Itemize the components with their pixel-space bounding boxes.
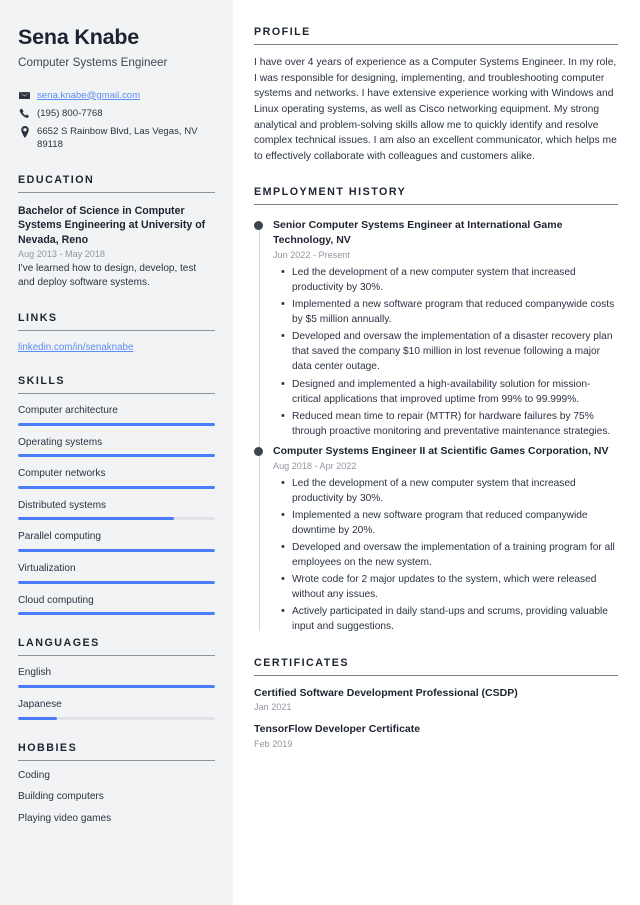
- list-item: • Wrote code for 2 major updates to the system, which were released without any issues.: [292, 572, 618, 602]
- level-bar-track: [18, 612, 215, 615]
- section-divider: [254, 204, 618, 205]
- section-divider: [18, 760, 215, 761]
- employment-bullet-list: [273, 265, 618, 439]
- bar-label: Distributed systems: [18, 499, 107, 511]
- list-item: [18, 699, 215, 720]
- contact-address-text: 6652 S Rainbow Blvd, Las Vegas, NV 89118: [37, 126, 198, 151]
- level-bar-track: [18, 486, 215, 489]
- list-item: • Implemented a new software program that reduced companywide downtime by 20%.: [292, 508, 618, 538]
- list-item: [18, 468, 215, 489]
- education-degree: Bachelor of Science in Computer Systems Engineering at University of Nevada, Reno: [18, 204, 206, 246]
- level-bar-fill: [18, 549, 215, 552]
- list-item: • Developed and oversaw the implementation of a disaster recovery plan that saved the company $10 million in lost revenue following a major data center outage.: [292, 329, 618, 374]
- list-item: Coding: [18, 769, 50, 781]
- list-item: [18, 500, 215, 521]
- linkedin-link[interactable]: linkedin.com/in/senaknabe: [18, 342, 134, 354]
- level-bar-track: [18, 717, 215, 720]
- certificate-name: Certified Software Development Professional (CSDP): [254, 686, 518, 699]
- skills-list: [18, 405, 215, 615]
- level-bar-track: [18, 685, 215, 688]
- certificate-date: Jan 2021: [254, 702, 292, 713]
- employment-date: Aug 2018 - Apr 2022: [273, 460, 357, 471]
- certificates-list: [254, 687, 618, 749]
- section-education: [18, 174, 215, 290]
- bar-label: Japanese: [18, 698, 62, 710]
- bar-label: English: [18, 667, 52, 679]
- contact-email-text: [37, 89, 215, 102]
- employment-heading: Senior Computer Systems Engineer at International Game Technology, NV: [273, 219, 563, 247]
- page-title: Sena Knabe: [18, 25, 140, 49]
- bar-label: Parallel computing: [18, 531, 102, 543]
- section-certificates-title: CERTIFICATES: [254, 656, 349, 669]
- list-item: [18, 531, 215, 552]
- section-profile-title: PROFILE: [254, 26, 311, 38]
- section-profile: [254, 26, 618, 164]
- section-divider: [254, 675, 618, 676]
- section-languages: [18, 637, 215, 719]
- certificate-name: TensorFlow Developer Certificate: [254, 723, 421, 736]
- level-bar-fill: [18, 454, 215, 457]
- section-education-title: EDUCATION: [18, 173, 95, 186]
- bar-label: Cloud computing: [18, 594, 94, 606]
- list-item: • Reduced mean time to repair (MTTR) for hardware failures by 75% through proactive monitoring and preventative maintenance strategies.: [292, 409, 618, 439]
- level-bar-fill: [18, 581, 215, 584]
- list-item: [18, 437, 215, 458]
- phone-icon: [18, 107, 31, 119]
- section-divider: [254, 44, 618, 45]
- main-content: [233, 0, 640, 905]
- employment-heading: Computer Systems Engineer II at Scientific Games Corporation, NV: [273, 444, 609, 457]
- employment-timeline: [254, 218, 618, 634]
- hobbies-list: [18, 770, 215, 826]
- section-divider: [18, 393, 215, 394]
- map-pin-icon: [18, 125, 31, 138]
- contact-phone-text: (195) 800-7768: [37, 107, 103, 119]
- level-bar-track: [18, 423, 215, 426]
- employment-entry: [273, 444, 618, 635]
- level-bar-fill: [18, 486, 215, 489]
- level-bar-fill: [18, 717, 57, 720]
- section-certificates: [254, 657, 618, 749]
- section-skills: [18, 375, 215, 615]
- contact-address: [18, 125, 215, 151]
- bar-label: Computer architecture: [18, 405, 118, 417]
- bar-label: Operating systems: [18, 436, 103, 448]
- email-link[interactable]: sena.knabe@gmail.com: [37, 89, 141, 101]
- contact-phone: [18, 107, 215, 120]
- section-languages-title: LANGUAGES: [18, 637, 100, 650]
- section-hobbies-title: HOBBIES: [18, 741, 78, 754]
- level-bar-track: [18, 581, 215, 584]
- timeline-dot-icon: [254, 221, 263, 230]
- list-item: [18, 595, 215, 616]
- level-bar-fill: [18, 685, 215, 688]
- list-item: • Led the development of a new computer system that increased productivity by 30%.: [292, 476, 618, 506]
- certificate-date: Feb 2019: [254, 738, 293, 749]
- list-item: [18, 667, 215, 688]
- sidebar: [0, 0, 233, 905]
- education-date: Aug 2013 - May 2018: [18, 249, 105, 260]
- education-entry: [18, 204, 215, 290]
- list-item: • Actively participated in daily stand-ups and scrums, providing valuable input and suggestions.: [292, 604, 618, 634]
- bar-label: Virtualization: [18, 563, 76, 575]
- level-bar-track: [18, 517, 215, 520]
- contact-list: [18, 89, 215, 152]
- certificate-entry: [254, 687, 618, 713]
- section-divider: [18, 655, 215, 656]
- section-employment: [254, 186, 618, 634]
- list-item: • Designed and implemented a high-availability solution for mission-critical applications that improved uptime from 99% to 99.999%.: [292, 377, 618, 407]
- list-item: [18, 342, 215, 353]
- section-links-title: LINKS: [18, 312, 58, 325]
- section-hobbies: [18, 742, 215, 826]
- section-divider: [18, 330, 215, 331]
- list-item: Building computers: [18, 791, 104, 803]
- envelope-icon: [18, 89, 31, 101]
- section-links: [18, 312, 215, 353]
- list-item: • Implemented a new software program that reduced companywide costs by $5 million annually.: [292, 297, 618, 327]
- section-employment-title: EMPLOYMENT HISTORY: [254, 186, 407, 199]
- employment-date: Jun 2022 - Present: [273, 249, 350, 260]
- list-item: [18, 563, 215, 584]
- header-job-title: Computer Systems Engineer: [18, 55, 168, 69]
- list-item: • Led the development of a new computer system that increased productivity by 30%.: [292, 265, 618, 295]
- level-bar-track: [18, 454, 215, 457]
- level-bar-fill: [18, 612, 215, 615]
- employment-bullet-list: [273, 476, 618, 635]
- bar-label: Computer networks: [18, 468, 106, 480]
- certificate-entry: [254, 723, 618, 749]
- list-item: • Developed and oversaw the implementation of a training program for all employees on the new system.: [292, 540, 618, 570]
- timeline-dot-icon: [254, 447, 263, 456]
- level-bar-fill: [18, 423, 215, 426]
- contact-email: [18, 89, 215, 102]
- level-bar-track: [18, 549, 215, 552]
- list-item: [18, 405, 215, 426]
- profile-text: I have over 4 years of experience as a Computer Systems Engineer. In my role, I was responsible for designing, implementing, and troubleshooting computer systems and networks. I have extensive experience working with Windows and Linux operating systems, as well as Cisco networking equipment. My strong analytical and problem-solving skills allow me to quickly identify and resolve complex technical issues. I am also an excellent communicator, which helps me to effectively collaborate with colleagues and customers alike.: [254, 57, 617, 162]
- employment-entry: [273, 218, 618, 438]
- level-bar-fill: [18, 517, 174, 520]
- section-skills-title: SKILLS: [18, 375, 66, 388]
- section-divider: [18, 192, 215, 193]
- education-description: I've learned how to design, develop, test and deploy software systems.: [18, 263, 197, 289]
- languages-list: [18, 667, 215, 719]
- list-item: Playing video games: [18, 812, 112, 824]
